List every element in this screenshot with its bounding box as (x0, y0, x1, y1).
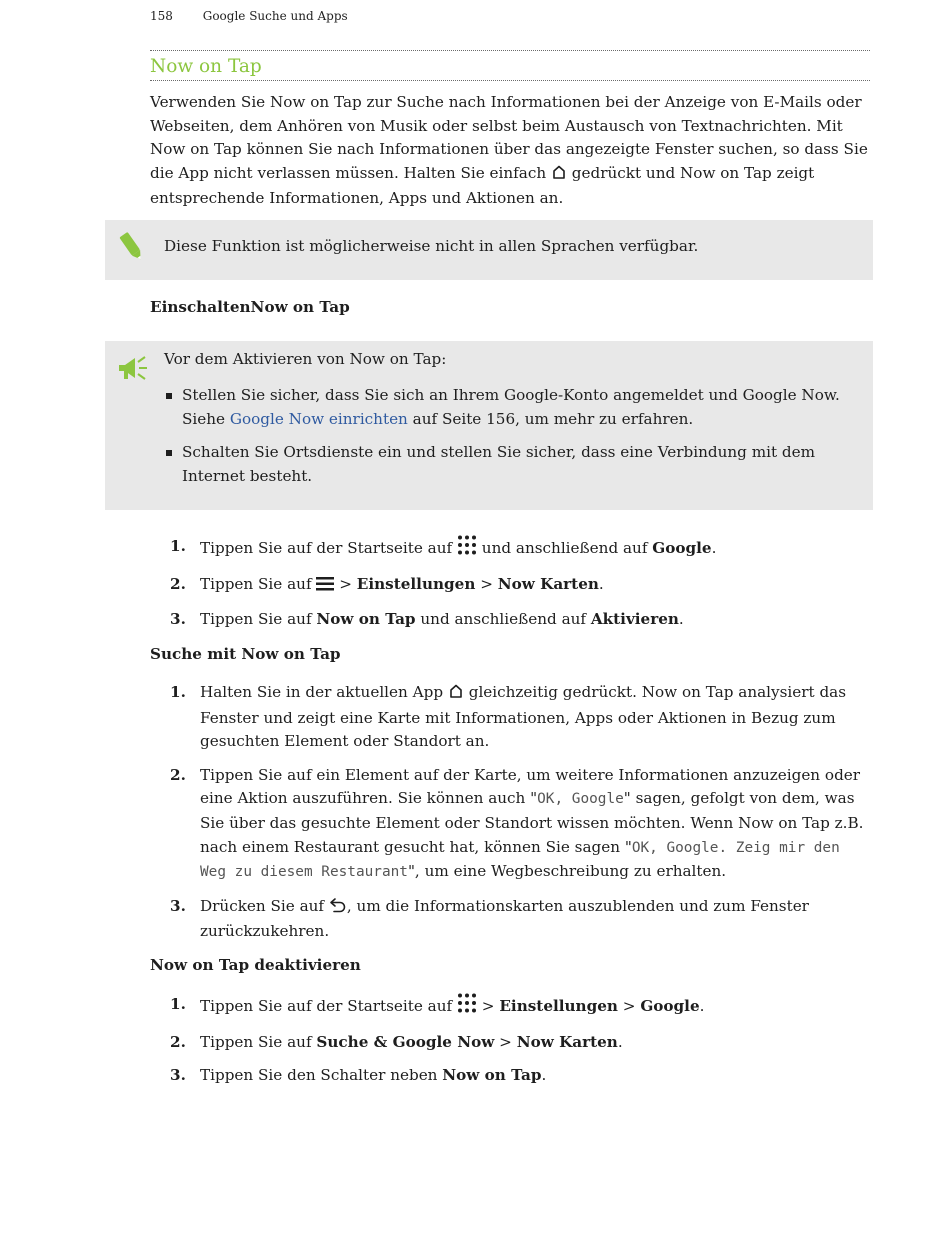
list-item (150, 1031, 870, 1055)
separator: > (481, 997, 495, 1015)
home-icon (448, 683, 464, 707)
step-bold: Suche & Google Now (316, 1032, 495, 1051)
note-text: Diese Funktion ist möglicherweise nicht in allen Sprachen verfügbar. (164, 237, 699, 255)
step-end: . (699, 997, 705, 1015)
step-text: , um die Informationskarten auszublenden und zum Fenster zurückzukehren. (200, 896, 809, 941)
tip-box (105, 341, 873, 510)
list-item (150, 681, 870, 754)
tip-bullet-text: auf Seite 156, um mehr zu erfahren. (412, 409, 694, 428)
list-item (150, 764, 870, 885)
list-item (150, 993, 870, 1021)
page-header (150, 9, 348, 23)
tip-list (164, 384, 854, 498)
apps-grid-icon (457, 535, 477, 563)
step-end: . (678, 610, 684, 629)
intro-paragraph (150, 91, 870, 211)
section-title: Now on Tap (150, 56, 262, 77)
menu-icon (316, 575, 334, 599)
step-bold: Google (652, 539, 712, 557)
step-number: 1. (170, 537, 186, 555)
step-text: Tippen Sie auf der Startseite auf (200, 539, 453, 557)
step-number: 3. (170, 896, 186, 915)
list-item (150, 1064, 870, 1088)
step-text: ", um eine Wegbeschreibung zu erhalten. (407, 862, 727, 881)
step-bold: Now on Tap (316, 610, 416, 629)
separator: > (480, 574, 493, 593)
step-bold: Now Karten (516, 1032, 618, 1051)
step-end: . (598, 574, 604, 593)
step-text: Tippen Sie den Schalter neben (200, 1066, 438, 1085)
search-steps (150, 681, 870, 954)
note-box (105, 220, 873, 280)
tip-intro: Vor dem Aktivieren von Now on Tap: (164, 350, 447, 368)
tip-bullet-location: Schalten Sie Ortsdienste ein und stellen Sie sicher, dass eine Verbindung mit dem Internet besteht. (164, 441, 854, 488)
subhead-search: Suche mit Now on Tap (150, 645, 341, 663)
tip-bullet-account (164, 384, 854, 431)
disable-steps (150, 993, 870, 1098)
step-bold: Now on Tap (442, 1066, 542, 1085)
google-now-setup-link[interactable]: Google Now einrichten (229, 409, 408, 428)
subhead-enable: EinschaltenNow on Tap (150, 298, 350, 316)
list-item (150, 535, 870, 563)
step-end: . (617, 1032, 623, 1051)
step-bold: Google (640, 997, 700, 1015)
step-number: 2. (170, 1032, 186, 1051)
step-text: Halten Sie in der aktuellen App (200, 683, 444, 701)
step-text: gleichzeitig gedrückt. Now on Tap analysiert das Fenster und zeigt eine Karte mit Informationen, Apps oder Aktionen in Bezug zum gesuchten Element oder Standort an. (200, 683, 847, 751)
separator: > (339, 574, 352, 593)
enable-steps (150, 535, 870, 642)
step-text: und anschließend auf (481, 539, 648, 557)
intro-text-1: Verwenden Sie Now on Tap zur Suche nach Informationen bei der Anzeige von E-Mails oder Webseiten, dem Anhören von Musik oder selbst beim Austausch von Textnachrichten. Mit Now on Tap können Sie nach Informationen über das angezeigte Fenster suchen, so dass Sie die App nicht verlassen müssen. Halten Sie einfach (150, 93, 868, 182)
step-text: und anschließend auf (420, 610, 587, 629)
step-number: 3. (170, 610, 186, 629)
home-icon (551, 164, 567, 188)
step-bold: Now Karten (497, 574, 599, 593)
list-item (150, 895, 870, 944)
step-number: 1. (170, 995, 186, 1013)
separator: > (622, 997, 636, 1015)
section-rule-bottom (150, 80, 870, 81)
pencil-note-icon (117, 230, 147, 268)
voice-command: OK, Google. Zeig mir den Weg zu diesem Restaurant (200, 839, 840, 881)
list-item (150, 608, 870, 632)
step-end: . (711, 539, 717, 557)
page-number: 158 (150, 9, 173, 23)
step-bold: Einstellungen (356, 574, 476, 593)
step-text: " sagen, gefolgt von dem, was Sie über das gesuchte Element oder Standort wissen möchten. Wenn Now on Tap z.B. nach einem Restaurant gesucht hat, können Sie sagen " (200, 789, 864, 856)
step-text: Drücken Sie auf (200, 896, 325, 915)
step-number: 1. (170, 683, 186, 701)
step-end: . (541, 1066, 547, 1085)
chapter-title: Google Suche und Apps (202, 9, 348, 23)
step-number: 3. (170, 1066, 186, 1085)
step-text: Tippen Sie auf (200, 1032, 312, 1051)
megaphone-tip-icon (116, 354, 150, 388)
step-text: Tippen Sie auf (200, 610, 312, 629)
intro-text-2: gedrückt und Now on Tap zeigt entsprechende Informationen, Apps und Aktionen an. (150, 163, 815, 208)
section-rule-top (150, 50, 870, 51)
step-bold: Aktivieren (590, 610, 679, 629)
voice-command: OK, Google (537, 791, 624, 808)
step-text: Tippen Sie auf (200, 574, 312, 593)
step-text: Tippen Sie auf ein Element auf der Karte, um weitere Informationen anzuzeigen oder eine Aktion auszuführen. Sie können auch " (200, 765, 861, 808)
step-number: 2. (170, 574, 186, 593)
subhead-disable: Now on Tap deaktivieren (150, 956, 361, 974)
step-number: 2. (170, 765, 186, 784)
step-text: Tippen Sie auf der Startseite auf (200, 997, 453, 1015)
separator: > (499, 1032, 512, 1051)
step-bold: Einstellungen (499, 997, 618, 1015)
tip-bullet-text: Stellen Sie sicher, dass Sie sich an Ihrem Google-Konto angemeldet und Google Now. Siehe (182, 386, 840, 428)
back-icon (329, 897, 347, 921)
list-item (150, 573, 870, 599)
apps-grid-icon (457, 993, 477, 1021)
